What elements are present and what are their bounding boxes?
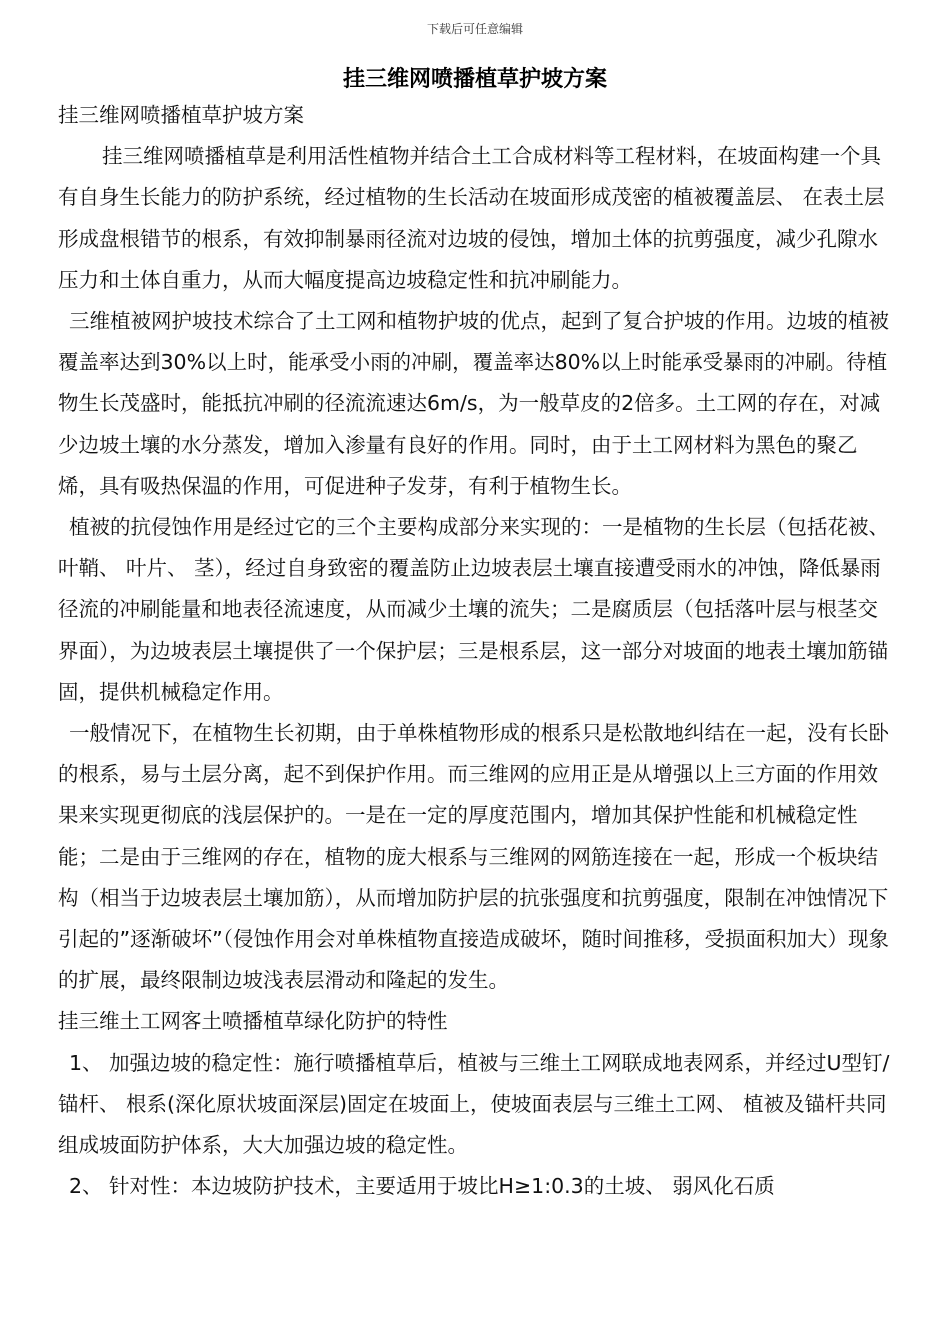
section-heading: 挂三维网喷播植草护坡方案 — [58, 103, 304, 127]
body-paragraph: 植被的抗侵蚀作用是经过它的三个主要构成部分来实现的：一是植物的生长层（包括花被、 叶鞘、 叶片、 茎），经过自身致密的覆盖防止边坡表层土壤直接遭受雨水的冲蚀，降低暴雨径流的冲刷能量和地表径流速度，从而减少土壤的流失；二是腐质层（包括落叶层与根茎交界面），为边坡表层土壤提供了一个保护层；三是根系层，这一部分对坡面的地表土壤加筋锚固，提供机械稳定作用。 — [58, 515, 889, 704]
body-paragraph: 三维植被网护坡技术综合了土工网和植物护坡的优点，起到了复合护坡的作用。边坡的植被覆盖率达到30%以上时，能承受小雨的冲刷，覆盖率达80%以上时能承受暴雨的冲刷。待植物生长茂盛时，能抵抗冲刷的径流流速达6m/s，为一般草皮的2倍多。土工网的存在，对减少边坡土壤的水分蒸发，增加入渗量有良好的作用。同时，由于土工网材料为黑色的聚乙烯，具有吸热保温的作用，可促进种子发芽，有利于植物生长。 — [58, 309, 889, 498]
list-item: 1、 加强边坡的稳定性：施行喷播植草后，植被与三维土工网联成地表网系，并经过U型钉/锚杆、 根系(深化原状坡面深层)固定在坡面上，使坡面表层与三维土工网、 植被及锚杆共同组成坡面防护体系，大大加强边坡的稳定性。 — [58, 1050, 890, 1158]
document-title: 挂三维网喷播植草护坡方案 — [342, 67, 607, 92]
body-paragraph: 挂三维网喷播植草是利用活性植物并结合土工合成材料等工程材料，在坡面构建一个具有自身生长能力的防护系统，经过植物的生长活动在坡面形成茂密的植被覆盖层、 在表土层形成盘根错节的根系，有效抑制暴雨径流对边坡的侵蚀，增加土体的抗剪强度，减少孔隙水压力和土体自重力，从而大幅度提高边坡稳定性和抗冲刷能力。 — [58, 144, 885, 292]
list-item: 2、 针对性：本边坡防护技术，主要适用于坡比H≥1:0.3的土坡、 弱风化石质 — [69, 1174, 775, 1199]
section-heading: 挂三维土工网客土喷播植草绿化防护的特性 — [58, 1009, 448, 1034]
body-paragraph: 一般情况下，在植物生长初期，由于单株植物形成的根系只是松散地纠结在一起，没有长卧的根系，易与土层分离，起不到保护作用。而三维网的应用正是从增强以上三方面的作用效果来实现更彻底的浅层保护的。一是在一定的厚度范围内，增加其保护性能和机械稳定性能；二是由于三维网的存在，植物的庞大根系与三维网的网筋连接在一起，形成一个板块结构（相当于边坡表层土壤加筋），从而增加防护层的抗张强度和抗剪强度，限制在冲蚀情况下引起的”逐渐破坏”（侵蚀作用会对单株植物直接造成破坏，随时间推移，受损面积加大）现象的扩展，最终限制边坡浅表层滑动和隆起的发生。 — [58, 721, 889, 993]
header-note: 下载后可任意编辑 — [426, 22, 523, 36]
document-body — [58, 95, 894, 1207]
